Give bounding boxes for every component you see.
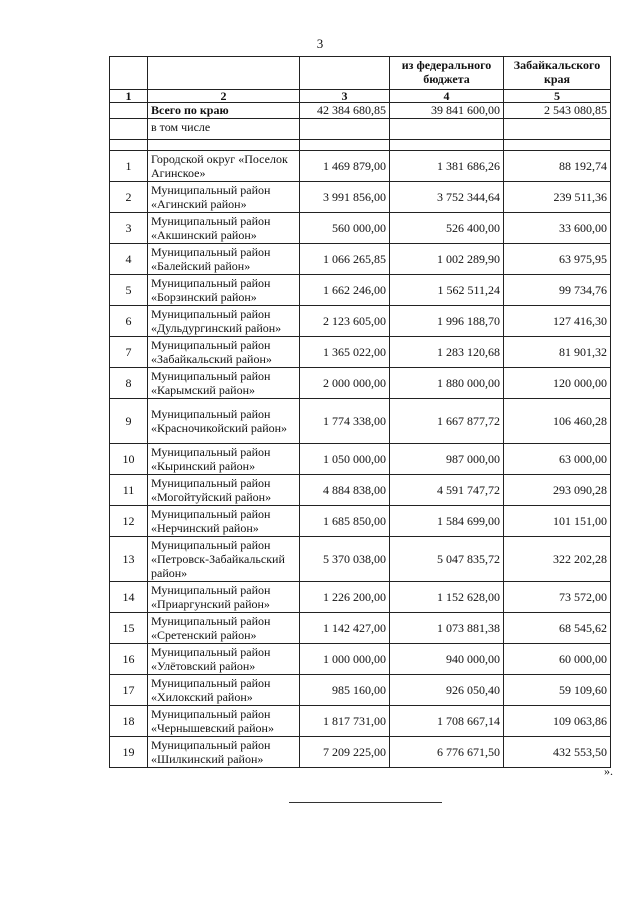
amount-regional: 322 202,28 (504, 537, 611, 582)
including-empty-cell (390, 119, 504, 140)
including-row (110, 119, 611, 140)
including-num-cell (110, 119, 148, 140)
amount-regional: 99 734,76 (504, 275, 611, 306)
amount-federal: 940 000,00 (390, 644, 504, 675)
table-row (110, 182, 611, 213)
amount-regional: 109 063,86 (504, 706, 611, 737)
table-row (110, 368, 611, 399)
amount-total: 5 370 038,00 (300, 537, 390, 582)
amount-total: 4 884 838,00 (300, 475, 390, 506)
amount-total: 1 000 000,00 (300, 644, 390, 675)
row-number: 19 (110, 737, 148, 768)
district-name: Муниципальный район «Могойтуйский район» (148, 475, 300, 506)
amount-federal: 1 996 188,70 (390, 306, 504, 337)
spacer-cell (110, 140, 148, 151)
total-col4: 39 841 600,00 (390, 103, 504, 119)
spacer-cell (148, 140, 300, 151)
page-number: 3 (316, 36, 324, 51)
column-number-row (110, 90, 611, 103)
header-row (110, 57, 611, 90)
table-row (110, 506, 611, 537)
amount-regional: 63 000,00 (504, 444, 611, 475)
amount-total: 1 050 000,00 (300, 444, 390, 475)
total-num-cell (110, 103, 148, 119)
spacer-cell (504, 140, 611, 151)
amount-regional: 239 511,36 (504, 182, 611, 213)
amount-total: 1 817 731,00 (300, 706, 390, 737)
total-label: Всего по краю (148, 103, 300, 119)
table-row (110, 444, 611, 475)
district-name: Муниципальный район «Кыринский район» (148, 444, 300, 475)
amount-total: 1 662 246,00 (300, 275, 390, 306)
row-number: 16 (110, 644, 148, 675)
amount-regional: 101 151,00 (504, 506, 611, 537)
table-body (110, 57, 611, 768)
district-name: Муниципальный район «Приаргунский район» (148, 582, 300, 613)
amount-regional: 60 000,00 (504, 644, 611, 675)
district-name: Муниципальный район «Нерчинский район» (148, 506, 300, 537)
column-number: 5 (504, 90, 611, 103)
amount-regional: 81 901,32 (504, 337, 611, 368)
district-name: Муниципальный район «Балейский район» (148, 244, 300, 275)
district-name: Муниципальный район «Дульдургинский район» (148, 306, 300, 337)
district-name: Муниципальный район «Сретенский район» (148, 613, 300, 644)
amount-total: 1 365 022,00 (300, 337, 390, 368)
header-cell-empty (300, 57, 390, 90)
column-number: 4 (390, 90, 504, 103)
row-number: 5 (110, 275, 148, 306)
row-number: 17 (110, 675, 148, 706)
district-name: Муниципальный район «Акшинский район» (148, 213, 300, 244)
row-number: 4 (110, 244, 148, 275)
district-name: Городской округ «Поселок Агинское» (148, 151, 300, 182)
row-number: 8 (110, 368, 148, 399)
column-number: 3 (300, 90, 390, 103)
header-cell-regional-budget: Забайкальского края (504, 57, 611, 90)
district-name: Муниципальный район «Улётовский район» (148, 644, 300, 675)
table-row (110, 537, 611, 582)
amount-total: 1 226 200,00 (300, 582, 390, 613)
total-row (110, 103, 611, 119)
column-number: 1 (110, 90, 148, 103)
amount-total: 1 774 338,00 (300, 399, 390, 444)
row-number: 13 (110, 537, 148, 582)
amount-total: 1 066 265,85 (300, 244, 390, 275)
row-number: 2 (110, 182, 148, 213)
amount-total: 1 469 879,00 (300, 151, 390, 182)
footer-divider (289, 802, 442, 803)
row-number: 6 (110, 306, 148, 337)
amount-federal: 1 880 000,00 (390, 368, 504, 399)
district-name: Муниципальный район «Забайкальский район» (148, 337, 300, 368)
header-cell-empty (110, 57, 148, 90)
amount-federal: 1 283 120,68 (390, 337, 504, 368)
row-number: 10 (110, 444, 148, 475)
amount-federal: 1 667 877,72 (390, 399, 504, 444)
district-name: Муниципальный район «Борзинский район» (148, 275, 300, 306)
amount-regional: 88 192,74 (504, 151, 611, 182)
amount-regional: 293 090,28 (504, 475, 611, 506)
table-row (110, 306, 611, 337)
amount-total: 2 123 605,00 (300, 306, 390, 337)
row-number: 12 (110, 506, 148, 537)
amount-regional: 120 000,00 (504, 368, 611, 399)
row-number: 14 (110, 582, 148, 613)
total-col3: 42 384 680,85 (300, 103, 390, 119)
table-row (110, 244, 611, 275)
amount-regional: 106 460,28 (504, 399, 611, 444)
amount-regional: 59 109,60 (504, 675, 611, 706)
amount-federal: 1 584 699,00 (390, 506, 504, 537)
district-name: Муниципальный район «Агинский район» (148, 182, 300, 213)
including-empty-cell (504, 119, 611, 140)
amount-federal: 526 400,00 (390, 213, 504, 244)
amount-federal: 1 152 628,00 (390, 582, 504, 613)
district-name: Муниципальный район «Карымский район» (148, 368, 300, 399)
table-row (110, 737, 611, 768)
closing-quote-mark: ». (604, 764, 613, 778)
amount-regional: 127 416,30 (504, 306, 611, 337)
amount-federal: 926 050,40 (390, 675, 504, 706)
amount-total: 3 991 856,00 (300, 182, 390, 213)
amount-federal: 6 776 671,50 (390, 737, 504, 768)
row-number: 9 (110, 399, 148, 444)
spacer-row (110, 140, 611, 151)
district-name: Муниципальный район «Чернышевский район» (148, 706, 300, 737)
amount-federal: 1 562 511,24 (390, 275, 504, 306)
amount-federal: 987 000,00 (390, 444, 504, 475)
amount-regional: 33 600,00 (504, 213, 611, 244)
amount-total: 560 000,00 (300, 213, 390, 244)
amount-federal: 1 073 881,38 (390, 613, 504, 644)
district-name: Муниципальный район «Красночикойский район» (148, 399, 300, 444)
amount-federal: 5 047 835,72 (390, 537, 504, 582)
row-number: 7 (110, 337, 148, 368)
amount-total: 985 160,00 (300, 675, 390, 706)
row-number: 18 (110, 706, 148, 737)
table-row (110, 644, 611, 675)
amount-regional: 63 975,95 (504, 244, 611, 275)
header-cell-empty (148, 57, 300, 90)
including-label: в том числе (148, 119, 300, 140)
table-row (110, 337, 611, 368)
row-number: 15 (110, 613, 148, 644)
spacer-cell (390, 140, 504, 151)
table-row (110, 613, 611, 644)
table-row (110, 399, 611, 444)
amount-total: 2 000 000,00 (300, 368, 390, 399)
table-row (110, 151, 611, 182)
amount-total: 7 209 225,00 (300, 737, 390, 768)
row-number: 11 (110, 475, 148, 506)
table-row (110, 582, 611, 613)
table-row (110, 475, 611, 506)
amount-regional: 432 553,50 (504, 737, 611, 768)
row-number: 1 (110, 151, 148, 182)
table-row (110, 706, 611, 737)
row-number: 3 (110, 213, 148, 244)
district-name: Муниципальный район «Петровск-Забайкальский район» (148, 537, 300, 582)
budget-distribution-table (109, 56, 611, 768)
table-row (110, 213, 611, 244)
amount-regional: 73 572,00 (504, 582, 611, 613)
table-row (110, 675, 611, 706)
amount-federal: 3 752 344,64 (390, 182, 504, 213)
including-empty-cell (300, 119, 390, 140)
table-row (110, 275, 611, 306)
total-col5: 2 543 080,85 (504, 103, 611, 119)
spacer-cell (300, 140, 390, 151)
amount-federal: 1 002 289,90 (390, 244, 504, 275)
header-cell-federal-budget: из федерального бюджета (390, 57, 504, 90)
amount-federal: 4 591 747,72 (390, 475, 504, 506)
column-number: 2 (148, 90, 300, 103)
amount-total: 1 142 427,00 (300, 613, 390, 644)
amount-federal: 1 381 686,26 (390, 151, 504, 182)
amount-total: 1 685 850,00 (300, 506, 390, 537)
amount-federal: 1 708 667,14 (390, 706, 504, 737)
district-name: Муниципальный район «Шилкинский район» (148, 737, 300, 768)
amount-regional: 68 545,62 (504, 613, 611, 644)
district-name: Муниципальный район «Хилокский район» (148, 675, 300, 706)
